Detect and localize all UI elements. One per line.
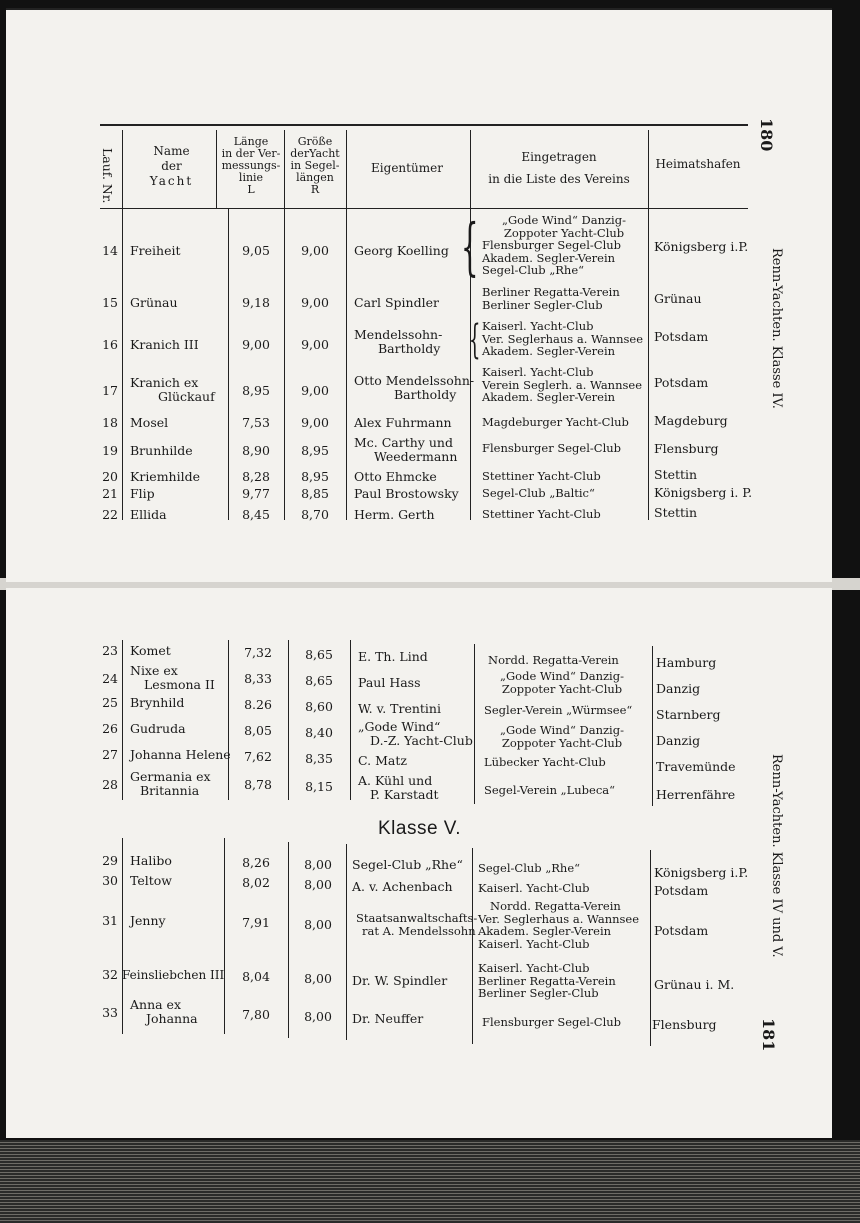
cell-size: 9,00 — [301, 337, 329, 352]
cell-clubs: Flensburger Segel-Club — [482, 441, 622, 455]
cell-size: 8,40 — [305, 725, 333, 740]
cell-name: Nixe ex Lesmona II — [130, 663, 215, 692]
cell-name: Mosel — [130, 415, 169, 430]
cell-nr: 29 — [102, 853, 118, 868]
cell-owner: Mendelssohn- Bartholdy — [354, 327, 443, 356]
cell-length: 9,18 — [242, 295, 270, 310]
cell-port: Flensburg — [652, 1017, 717, 1032]
cell-owner: Otto Ehmcke — [354, 469, 437, 484]
cell-length: 7,53 — [242, 415, 270, 430]
cell-nr: 15 — [102, 295, 118, 310]
cell-nr: 14 — [102, 243, 118, 258]
cell-length: 8,02 — [242, 875, 270, 890]
cell-clubs: Nordd. Regatta-Verein Ver. Seglerhaus a. Wannsee Akadem. Segler-Verein Kaiserl. Yacht-Club — [478, 899, 640, 951]
cell-nr: 21 — [102, 486, 118, 501]
brace-symbol: { — [468, 317, 481, 363]
cell-name: Johanna Helene — [130, 747, 231, 762]
cell-length: 8,28 — [242, 469, 270, 484]
cell-nr: 25 — [102, 695, 118, 710]
cell-size: 9,00 — [301, 243, 329, 258]
cell-owner: Mc. Carthy und Weedermann — [354, 435, 458, 464]
cell-clubs: „Gode Wind“ Danzig- Zoppoter Yacht-Club — [500, 669, 624, 696]
header-laenge: Länge in der Ver- messungs- linie L — [221, 135, 281, 196]
cell-length: 8,04 — [242, 969, 270, 984]
cell-length: 9,05 — [242, 243, 270, 258]
cell-nr: 22 — [102, 507, 118, 522]
cell-nr: 30 — [102, 873, 118, 888]
cell-name: Flip — [130, 486, 155, 501]
cell-name: Anna ex Johanna — [130, 997, 198, 1026]
cell-port: Hamburg — [656, 655, 717, 670]
col-rule-6 — [652, 646, 653, 806]
header-heimatshafen: Heimatshafen — [655, 157, 741, 171]
cell-nr: 18 — [102, 415, 118, 430]
cell-port: Herrenfähre — [656, 787, 736, 802]
cell-port: Grünau — [654, 291, 702, 306]
cell-owner: Alex Fuhrmann — [354, 415, 452, 430]
cell-owner: Otto Mendelssohn- Bartholdy — [354, 373, 475, 402]
cell-name: Komet — [130, 643, 171, 658]
cell-owner: Dr. W. Spindler — [352, 973, 448, 988]
running-title: Renn-Yachten. Klasse IV. — [769, 248, 784, 409]
cell-owner: C. Matz — [358, 753, 407, 768]
cell-name: Ellida — [130, 507, 167, 522]
cell-clubs: Kaiserl. Yacht-Club Ver. Seglerhaus a. Wannsee Akadem. Segler-Verein — [482, 319, 644, 358]
cell-size: 8,95 — [301, 443, 329, 458]
col-rule-1-v — [122, 838, 123, 1034]
col-rule-2-header — [216, 130, 217, 208]
cell-name: Kranich ex Glückauf — [130, 375, 215, 404]
cell-name: Brunhilde — [130, 443, 193, 458]
cell-port: Grünau i. M. — [654, 977, 735, 992]
cell-size: 8,65 — [305, 673, 333, 688]
col-rule-4 — [346, 130, 347, 520]
cell-size: 9,00 — [301, 295, 329, 310]
cell-clubs: Segel-Club „Rhe“ — [478, 861, 581, 875]
cell-size: 8,00 — [304, 917, 332, 932]
cell-port: Königsberg i.P. — [654, 239, 749, 254]
cell-size: 8,15 — [305, 779, 333, 794]
cell-nr: 28 — [102, 777, 118, 792]
header-bottom-rule — [100, 208, 748, 209]
cell-length: 9,00 — [242, 337, 270, 352]
cell-owner: Paul Hass — [358, 675, 421, 690]
col-rule-5-v — [472, 848, 473, 1044]
cell-clubs: Stettiner Yacht-Club — [482, 469, 601, 483]
cell-owner: „Gode Wind“ D.-Z. Yacht-Club — [358, 719, 473, 748]
cell-size: 8,00 — [304, 971, 332, 986]
cell-port: Königsberg i. P. — [654, 485, 753, 500]
cell-name: Jenny — [130, 913, 166, 928]
page-181 — [6, 588, 832, 1138]
cell-owner: Herm. Gerth — [354, 507, 435, 522]
cell-nr: 20 — [102, 469, 118, 484]
cell-port: Königsberg i.P. — [654, 865, 749, 880]
cell-port: Flensburg — [654, 441, 719, 456]
cell-name: Halibo — [130, 853, 172, 868]
cell-clubs: Berliner Regatta-Verein Berliner Segler-Club — [482, 285, 620, 312]
cell-length: 8,95 — [242, 383, 270, 398]
cell-size: 8,60 — [305, 699, 333, 714]
cell-length: 8,90 — [242, 443, 270, 458]
cell-length: 8,33 — [244, 671, 272, 686]
cell-port: Potsdam — [654, 375, 709, 390]
cell-clubs: Kaiserl. Yacht-Club Verein Seglerh. a. Wannsee Akadem. Segler-Verein — [482, 365, 643, 404]
header-lauf-nr: Lauf. Nr. — [100, 148, 115, 204]
col-rule-1 — [122, 640, 123, 800]
cell-owner: Segel-Club „Rhe“ — [352, 857, 463, 872]
col-rule-3 — [288, 640, 289, 800]
cell-name: Gudruda — [130, 721, 186, 736]
cell-port: Stettin — [654, 505, 698, 520]
header-groesse: Größe derYacht in Segel- längen R — [290, 135, 340, 196]
cell-length: 7,32 — [244, 645, 272, 660]
cell-clubs: Lübecker Yacht-Club — [484, 755, 606, 769]
page-number: 181 — [759, 1018, 778, 1052]
cell-clubs: Kaiserl. Yacht-Club Berliner Regatta-Verein Berliner Segler-Club — [478, 961, 616, 1000]
cell-size: 8,95 — [301, 469, 329, 484]
header-name: Name der Yacht — [149, 144, 194, 188]
cell-size: 9,00 — [301, 415, 329, 430]
cell-clubs: Segel-Verein „Lubeca“ — [484, 783, 616, 797]
book-page-edges — [0, 1140, 860, 1223]
cell-length: 8,05 — [244, 723, 272, 738]
cell-length: 8,26 — [242, 855, 270, 870]
cell-name: Kriemhilde — [130, 469, 201, 484]
cell-clubs: „Gode Wind“ Danzig- Zoppoter Yacht-Club — [500, 723, 624, 750]
col-rule-2 — [228, 640, 229, 800]
header-eigentuemer: Eigentümer — [371, 161, 443, 175]
col-rule-4 — [350, 640, 351, 800]
cell-length: 7,80 — [242, 1007, 270, 1022]
cell-name: Brynhild — [130, 695, 185, 710]
cell-owner: W. v. Trentini — [358, 701, 441, 716]
cell-owner: Georg Koelling — [354, 243, 449, 258]
cell-nr: 19 — [102, 443, 118, 458]
cell-nr: 24 — [102, 671, 118, 686]
cell-clubs: Flensburger Segel-Club — [482, 1015, 622, 1029]
col-rule-5 — [474, 644, 475, 804]
page-number: 180 — [757, 118, 776, 152]
cell-port: Potsdam — [654, 883, 709, 898]
cell-owner: Carl Spindler — [354, 295, 439, 310]
col-rule-6-v — [650, 850, 651, 1046]
cell-size: 8,65 — [305, 647, 333, 662]
cell-clubs: Stettiner Yacht-Club — [482, 507, 601, 521]
running-title: Renn-Yachten. Klasse IV und V. — [769, 754, 784, 958]
cell-clubs: Segler-Verein „Würmsee“ — [484, 703, 633, 717]
cell-owner: A. Kühl und P. Karstadt — [358, 773, 439, 802]
col-rule-6 — [648, 130, 649, 520]
table-top-rule — [100, 124, 748, 126]
cell-size: 8,70 — [301, 507, 329, 522]
cell-clubs: „Gode Wind“ Danzig- Zoppoter Yacht-Club Flensburger Segel-Club Akadem. Segler-Verein Segel-Club „Rhe“ — [482, 213, 626, 277]
cell-name: Feinsliebchen III — [122, 968, 225, 982]
cell-length: 8.26 — [244, 697, 272, 712]
cell-clubs: Magdeburger Yacht-Club — [482, 415, 629, 429]
cell-nr: 33 — [102, 1005, 118, 1020]
cell-name: Germania ex Britannia — [130, 769, 211, 798]
cell-clubs: Segel-Club „Baltic“ — [482, 486, 595, 500]
cell-nr: 26 — [102, 721, 118, 736]
cell-owner: A. v. Achenbach — [352, 879, 453, 894]
cell-port: Potsdam — [654, 923, 709, 938]
cell-name: Grünau — [130, 295, 178, 310]
cell-size: 8,85 — [301, 486, 329, 501]
header-eingetragen: Eingetragen in die Liste des Vereins — [488, 150, 630, 186]
cell-clubs: Nordd. Regatta-Verein — [488, 653, 619, 667]
cell-length: 7,91 — [242, 915, 270, 930]
brace-symbol: { — [460, 210, 479, 283]
cell-nr: 32 — [102, 967, 118, 982]
cell-port: Danzig — [656, 681, 701, 696]
cell-size: 8,00 — [304, 857, 332, 872]
cell-clubs: Kaiserl. Yacht-Club — [478, 881, 590, 895]
cell-owner: Dr. Neuffer — [352, 1011, 424, 1026]
cell-nr: 31 — [102, 913, 118, 928]
cell-owner: Staatsanwaltschafts- rat A. Mendelssohn — [356, 911, 478, 938]
cell-port: Danzig — [656, 733, 701, 748]
col-rule-3 — [284, 130, 285, 520]
cell-length: 9,77 — [242, 486, 270, 501]
cell-size: 9,00 — [301, 383, 329, 398]
cell-port: Starnberg — [656, 707, 721, 722]
cell-size: 8,35 — [305, 751, 333, 766]
cell-port: Stettin — [654, 467, 698, 482]
cell-nr: 23 — [102, 643, 118, 658]
cell-size: 8,00 — [304, 877, 332, 892]
cell-port: Potsdam — [654, 329, 709, 344]
cell-nr: 27 — [102, 747, 118, 762]
page-180 — [6, 8, 832, 582]
section-heading: Klasse V. — [378, 818, 462, 839]
col-rule-1 — [122, 130, 123, 520]
cell-length: 7,62 — [244, 749, 272, 764]
cell-size: 8,00 — [304, 1009, 332, 1024]
cell-length: 8,45 — [242, 507, 270, 522]
cell-name: Freiheit — [130, 243, 181, 258]
cell-port: Magdeburg — [654, 413, 728, 428]
cell-port: Travemünde — [656, 759, 736, 774]
cell-name: Teltow — [130, 873, 173, 888]
cell-nr: 17 — [102, 383, 118, 398]
cell-owner: E. Th. Lind — [358, 649, 428, 664]
cell-owner: Paul Brostowsky — [354, 486, 459, 501]
cell-length: 8,78 — [244, 777, 272, 792]
cell-name: Kranich III — [130, 337, 199, 352]
cell-nr: 16 — [102, 337, 118, 352]
